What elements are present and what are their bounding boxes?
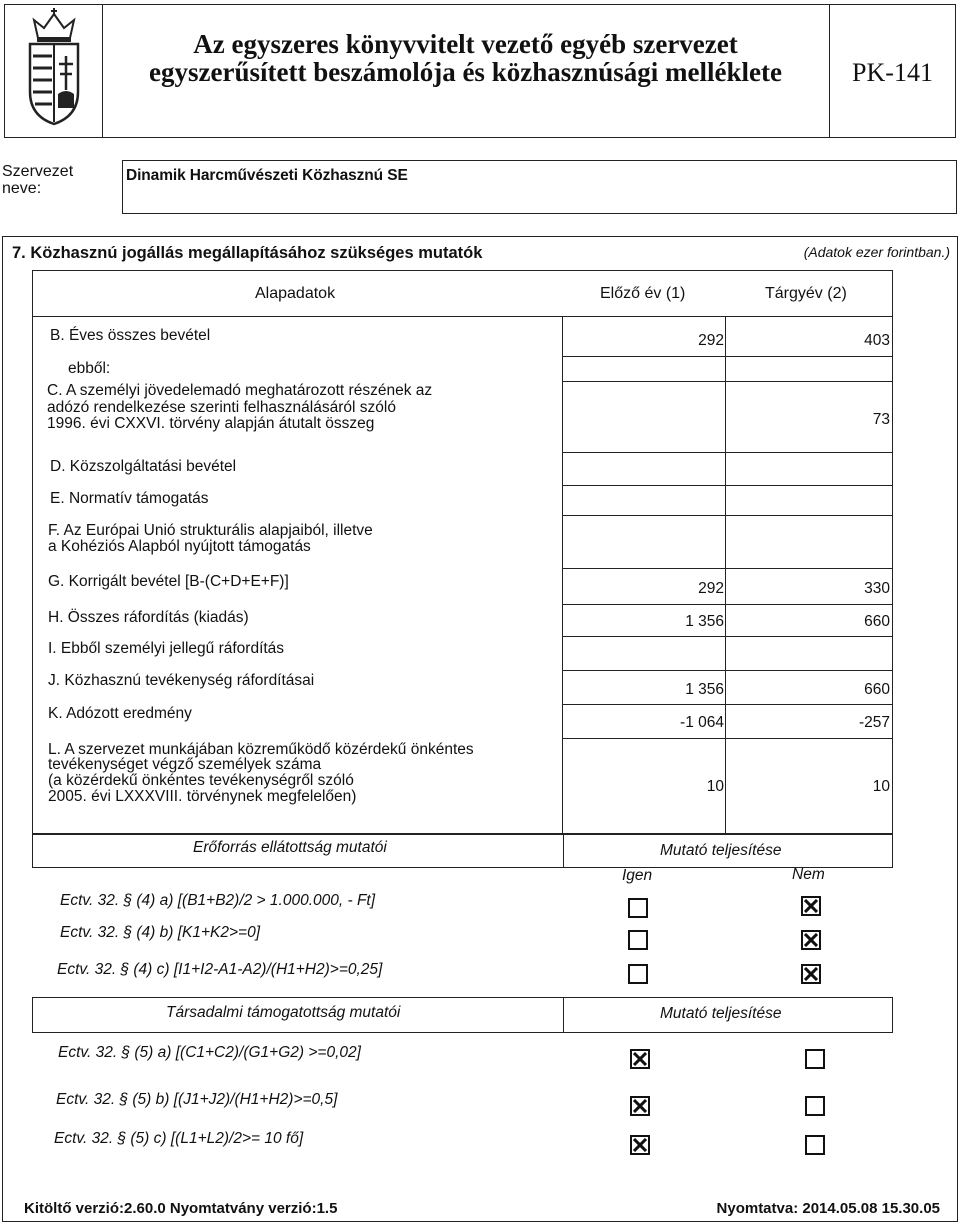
resource-no-heading: Nem (792, 866, 825, 883)
org-name-field[interactable] (122, 160, 957, 214)
resource-b-no-checkbox[interactable] (801, 930, 821, 950)
row-c-label-2: adózó rendelkezése szerinti felhasználásáról szóló (47, 399, 396, 416)
row-c-curr: 73 (872, 411, 890, 428)
x-mark-icon (804, 933, 818, 947)
row-l-label-4: 2005. évi LXXXVIII. törvénynek megfelelően) (48, 788, 357, 805)
row-l-prev: 10 (706, 778, 724, 795)
social-fulfil-heading: Mutató teljesítése (660, 1005, 782, 1022)
x-mark-icon (633, 1052, 647, 1066)
row-l-curr: 10 (872, 778, 890, 795)
social-c-no-checkbox[interactable] (805, 1135, 825, 1155)
social-b-yes-checkbox[interactable] (630, 1096, 650, 1116)
resource-a-yes-checkbox[interactable] (628, 898, 648, 918)
row-g-prev: 292 (698, 580, 724, 597)
social-b-no-checkbox[interactable] (805, 1096, 825, 1116)
resource-yes-heading: Igen (622, 867, 653, 884)
coat-of-arms-icon (24, 8, 84, 126)
resource-heading: Erőforrás ellátottság mutatói (193, 839, 387, 856)
org-label-line-1: Szervezet (2, 163, 74, 180)
col-header-prev: Előző év (1) (600, 285, 686, 302)
footer-printed: Nyomtatva: 2014.05.08 15.30.05 (716, 1200, 940, 1217)
x-mark-icon (804, 967, 818, 981)
x-mark-icon (633, 1099, 647, 1113)
row-g-label: G. Korrigált bevétel [B-(C+D+E+F)] (48, 573, 289, 590)
resource-item-label: Ectv. 32. § (4) c) [I1+I2-A1-A2)/(H1+H2)>=0,25] (57, 961, 383, 978)
resource-fulfil-heading: Mutató teljesítése (660, 842, 782, 859)
row-d-label: D. Közszolgáltatási bevétel (50, 458, 237, 475)
row-h-curr: 660 (864, 613, 890, 630)
form-title-line-1: Az egyszeres könyvvitelt vezető egyéb szervezet (193, 29, 738, 59)
row-c-label-3: 1996. évi CXXVI. törvény alapján átutalt összeg (47, 415, 375, 432)
resource-c-yes-checkbox[interactable] (628, 964, 648, 984)
social-heading: Társadalmi támogatottság mutatói (166, 1004, 401, 1021)
row-i-label: I. Ebből személyi jellegű ráfordítás (48, 640, 285, 657)
social-item-label: Ectv. 32. § (5) c) [(L1+L2)/2>= 10 fő] (54, 1130, 304, 1147)
form-title-line-2: egyszerűsített beszámolója és közhasznúsági melléklete (149, 57, 782, 87)
section-title: 7. Közhasznú jogállás megállapításához szükséges mutatók (12, 244, 483, 262)
unit-note: (Adatok ezer forintban.) (803, 244, 950, 260)
social-c-yes-checkbox[interactable] (630, 1135, 650, 1155)
footer-version: Kitöltő verzió:2.60.0 Nyomtatvány verzió:1.5 (24, 1200, 338, 1217)
row-k-prev: -1 064 (680, 714, 724, 731)
row-j-label: J. Közhasznú tevékenység ráfordításai (48, 672, 315, 689)
row-h-prev: 1 356 (685, 613, 724, 630)
org-label-line-2: neve: (2, 180, 42, 197)
form-code: PK-141 (852, 58, 933, 87)
row-b-label: B. Éves összes bevétel (50, 327, 211, 344)
col-header-curr: Tárgyév (2) (765, 285, 847, 302)
row-l-label-2: tevékenységet végző személyek száma (48, 756, 322, 773)
row-j-prev: 1 356 (685, 681, 724, 698)
row-g-curr: 330 (864, 580, 890, 597)
social-a-yes-checkbox[interactable] (630, 1049, 650, 1069)
social-a-no-checkbox[interactable] (805, 1049, 825, 1069)
org-name-value: Dinamik Harcművészeti Közhasznú SE (126, 167, 408, 184)
row-f-label-1: F. Az Európai Unió strukturális alapjaiból, illetve (48, 522, 373, 539)
resource-b-yes-checkbox[interactable] (628, 930, 648, 950)
row-j-curr: 660 (864, 681, 890, 698)
row-h-label: H. Összes ráfordítás (kiadás) (48, 609, 249, 626)
row-b-curr: 403 (864, 332, 890, 349)
resource-item-label: Ectv. 32. § (4) a) [(B1+B2)/2 > 1.000.000, - Ft] (60, 892, 376, 909)
resource-c-no-checkbox[interactable] (801, 964, 821, 984)
row-b-prev: 292 (698, 332, 724, 349)
row-k-label: K. Adózott eredmény (48, 705, 192, 722)
x-mark-icon (633, 1138, 647, 1152)
social-item-label: Ectv. 32. § (5) b) [(J1+J2)/(H1+H2)>=0,5] (56, 1091, 338, 1108)
col-header-basic: Alapadatok (255, 285, 336, 302)
row-c-label-1: C. A személyi jövedelemadó meghatározott részének az (47, 382, 433, 399)
row-l-label-3: (a közérdekű önkéntes tevékenységről szóló (48, 772, 354, 789)
resource-a-no-checkbox[interactable] (801, 896, 821, 916)
resource-item-label: Ectv. 32. § (4) b) [K1+K2>=0] (60, 924, 261, 941)
x-mark-icon (804, 899, 818, 913)
row-e-label: E. Normatív támogatás (50, 490, 209, 507)
social-item-label: Ectv. 32. § (5) a) [(C1+C2)/(G1+G2) >=0,02] (58, 1044, 361, 1061)
row-ebbol-label: ebből: (68, 360, 111, 377)
row-f-label-2: a Kohéziós Alapból nyújtott támogatás (48, 538, 311, 555)
row-k-curr: -257 (858, 714, 890, 731)
row-l-label-1: L. A szervezet munkájában közreműködő közérdekű önkéntes (48, 741, 474, 758)
